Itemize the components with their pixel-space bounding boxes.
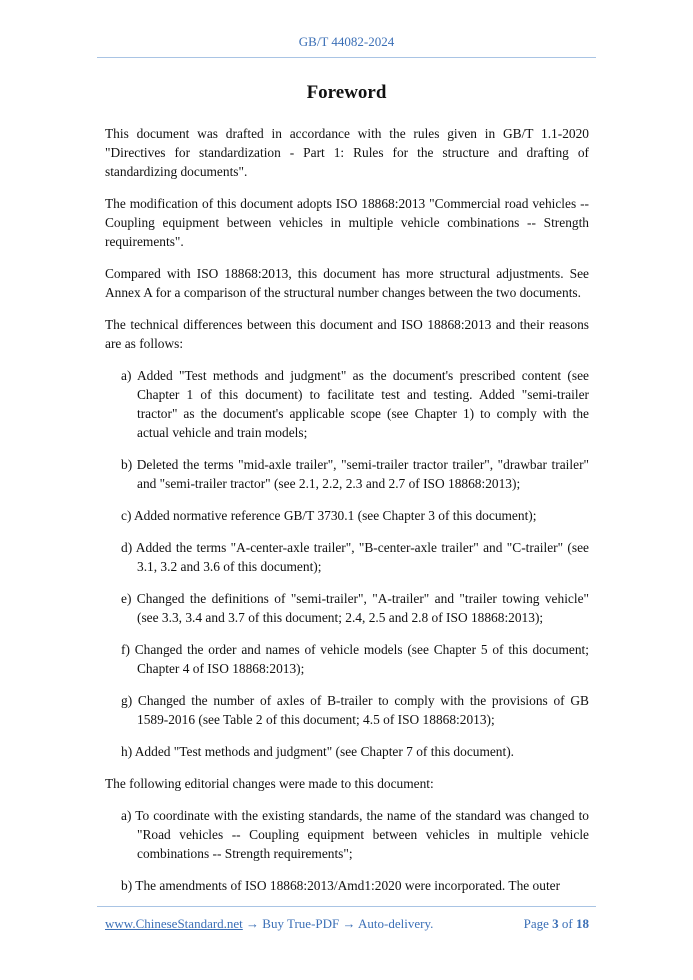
paragraph-editorial-intro: The following editorial changes were made to this document: — [105, 776, 434, 791]
page-label: Page — [523, 916, 549, 931]
paragraph-structural-adjustments: Compared with ISO 18868:2013, this document has more structural adjustments. See Annex A for a comparison of the structural number changes between the two documents. — [105, 266, 589, 300]
technical-item-d: d) Added the terms "A-center-axle trailer", "B-center-axle trailer" and "C-trailer" (see 3.1, 3.2 and 3.6 of this document); — [121, 540, 589, 574]
paragraph-technical-differences-intro: The technical differences between this document and ISO 18868:2013 and their reasons are as follows: — [105, 317, 589, 351]
footer-promo — [105, 916, 433, 932]
technical-item-h: h) Added "Test methods and judgment" (see Chapter 7 of this document). — [121, 744, 515, 759]
document-body — [105, 124, 589, 908]
promo-text: → Buy True-PDF → Auto-delivery. — [242, 916, 434, 931]
paragraph-drafting-rules: This document was drafted in accordance with the rules given in GB/T 1.1-2020 "Directives for standardization - Part 1: Rules for the structure and drafting of standardizing documents". — [105, 126, 589, 179]
header-divider — [97, 57, 596, 58]
paragraph-adoption: The modification of this document adopts ISO 18868:2013 "Commercial road vehicles -- Coupling equipment between vehicles in multiple vehicle combinations -- Strength requirements". — [105, 196, 589, 249]
document-code-header: GB/T 44082-2024 — [298, 34, 395, 49]
editorial-item-a: a) To coordinate with the existing standards, the name of the standard was changed to "Road vehicles -- Coupling equipment between vehicles in multiple vehicle combinations -- Strength requirements"; — [121, 808, 589, 861]
footer-divider — [97, 906, 596, 907]
page-title: Foreword — [306, 82, 387, 103]
site-link[interactable]: www.ChineseStandard.net — [105, 916, 243, 931]
of-label: of — [561, 916, 573, 931]
page-current: 3 — [552, 916, 559, 931]
technical-item-a: a) Added "Test methods and judgment" as the document's prescribed content (see Chapter 1 of this document) to facilitate test and testing. Added "semi-trailer tractor" as the document's applicable scope (see Chapter 1) to comply with the actual vehicle and train models; — [121, 368, 589, 440]
page-total: 18 — [576, 916, 589, 931]
technical-item-c: c) Added normative reference GB/T 3730.1 (see Chapter 3 of this document); — [121, 508, 537, 523]
technical-item-g: g) Changed the number of axles of B-trailer to comply with the provisions of GB 1589-2016 (see Table 2 of this document; 4.5 of ISO 18868:2013); — [121, 693, 589, 727]
page-indicator — [524, 916, 589, 932]
technical-item-b: b) Deleted the terms "mid-axle trailer", "semi-trailer tractor trailer", "drawbar trailer" and "semi-trailer tractor" (see 2.1, 2.2, 2.3 and 2.7 of ISO 18868:2013); — [121, 457, 589, 491]
technical-item-e: e) Changed the definitions of "semi-trailer", "A-trailer" and "trailer towing vehicle" (see 3.3, 3.4 and 3.7 of this document; 2.4, 2.5 and 2.8 of ISO 18868:2013); — [121, 591, 589, 625]
technical-item-f: f) Changed the order and names of vehicle models (see Chapter 5 of this document; Chapter 4 of ISO 18868:2013); — [121, 642, 589, 676]
editorial-item-b: b) The amendments of ISO 18868:2013/Amd1:2020 were incorporated. The outer — [121, 878, 561, 893]
